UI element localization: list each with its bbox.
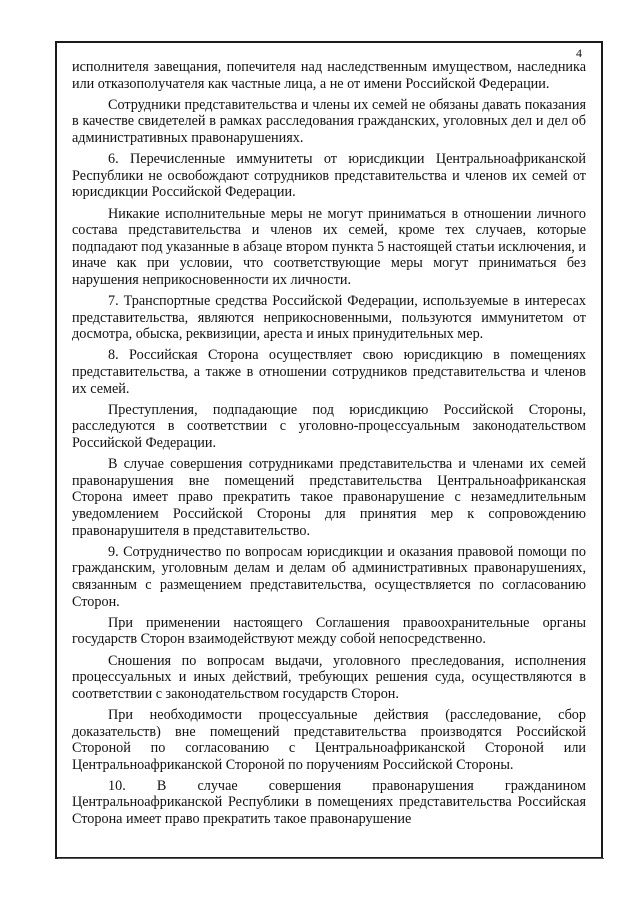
paragraph-law-enforcement-cooperation: При применении настоящего Соглашения правоохранительные органы государств Сторон взаимодействуют между собой непосредственно. xyxy=(72,614,586,648)
paragraph-enforcement-measures: Никакие исполнительные меры не могут приниматься в отношении личного состава представительства и членов их семей, кроме тех случаев, которые подпадают под указанные в абзаце втором пункта 5 настоящей статьи исключения, и иначе как при условии, что соответствующие меры могут приниматься без нарушения неприкосновенности их личности. xyxy=(72,205,586,288)
paragraph-crimes-investigation: Преступления, подпадающие под юрисдикцию Российской Стороны, расследуются в соответствии с уголовно-процессуальным законодательством Российской Федерации. xyxy=(72,401,586,452)
document-body xyxy=(72,59,586,832)
paragraph-item-7: 7. Транспортные средства Российской Федерации, используемые в интересах представительства, являются неприкосновенными, пользуются иммунитетом от досмотра, обыска, реквизиции, ареста и иных принудительных мер. xyxy=(72,293,586,343)
page-border-bottom-line xyxy=(58,858,604,859)
page-number: 4 xyxy=(576,46,582,60)
paragraph-item-6: 6. Перечисленные иммунитеты от юрисдикции Центральноафриканской Республики не освобождают сотрудников представительства и членов их семей от юрисдикции Российской Федерации. xyxy=(72,151,586,201)
paragraph-procedural-actions: При необходимости процессуальные действия (расследование, сбор доказательств) вне помещений представительства производятся Российской Стороной по согласованию с Центральноафриканской Стороной или Центральноафриканской Стороной по поручениям Российской Стороны. xyxy=(72,706,586,773)
paragraph-item-9: 9. Сотрудничество по вопросам юрисдикции и оказания правовой помощи по гражданским, уголовным делам и делам об административных правонарушениях, связанным с размещением представительства, осуществляется по согласованию Сторон. xyxy=(72,543,586,610)
paragraph-continuation: исполнителя завещания, попечителя над наследственным имуществом, наследника или отказополучателя как частные лица, а не от имени Российской Федерации. xyxy=(72,59,586,92)
paragraph-witness-exemption: Сотрудники представительства и члены их семей не обязаны давать показания в качестве свидетелей в рамках расследования гражданских, уголовных дел и дел об административных правонарушениях. xyxy=(72,96,586,146)
paragraph-extradition-relations: Сношения по вопросам выдачи, уголовного преследования, исполнения процессуальных и иных действий, требующих решения суда, осуществляются в соответствии с законодательством государств Сторон. xyxy=(72,652,586,702)
paragraph-item-8: 8. Российская Сторона осуществляет свою юрисдикцию в помещениях представительства, а также в отношении сотрудников представительства и членов их семей. xyxy=(72,347,586,397)
paragraph-offence-outside-premises: В случае совершения сотрудниками представительства и членами их семей правонарушения вне помещений представительства Центральноафриканская Сторона имеет право прекратить такое правонарушение с незамедлительным уведомлением Российской Стороны для принятия мер к сопровождению правонарушителя в представительство. xyxy=(72,456,586,539)
paragraph-item-10: 10. В случае совершения правонарушения гражданином Центральноафриканской Республики в помещениях представительства Российская Сторона имеет право прекратить такое правонарушение xyxy=(72,777,586,828)
